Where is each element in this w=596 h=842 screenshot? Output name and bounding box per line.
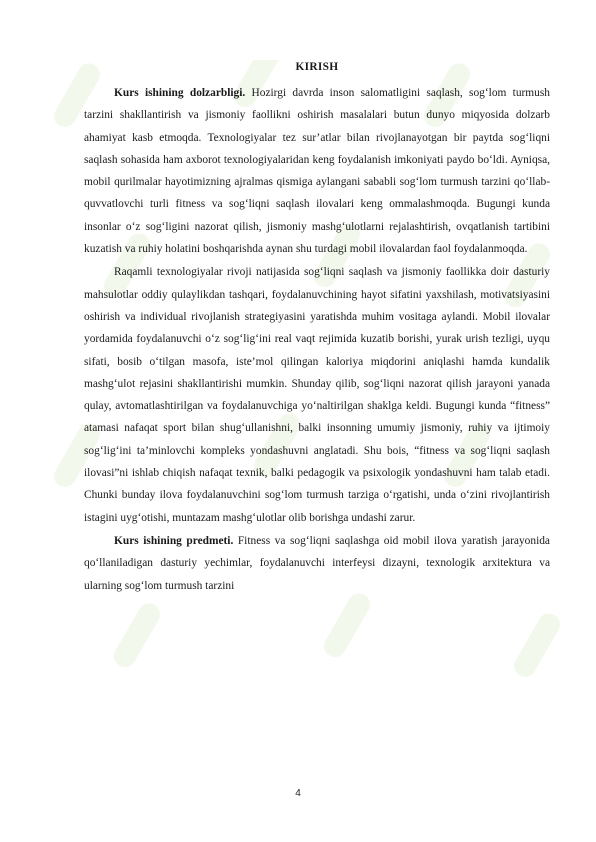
paragraph-relevance <box>84 82 550 260</box>
paragraph-subject <box>84 530 550 597</box>
paragraph-text: Raqamli texnologiyalar rivoji natijasida sog‘liqni saqlash va jismoniy faollikka doir dasturiy mahsulotlar oddiy qulaylikdan tashqari, foydalanuvchining hayot sifatini yaxshilash, motivatsiyasini oshirish va individual rivojlanish strategiyasini yaratishda muhim vositaga aylandi. Mobil ilovalar yordamida foydalanuvchi o‘z sog‘lig‘ini real vaqt rejimida kuzatib borishi, yurak urish tezligi, uyqu sifati, bosib o‘tilgan masofa, iste’mol qilingan kaloriya miqdorini aniqlashi hamda kundalik mashg‘ulot rejasini shakllantirishi mumkin. Shunday qilib, sog‘liqni nazorat qilish jarayoni yanada qulay, avtomatlashtirilgan va foydalanuvchiga yo‘naltirilgan shaklga keldi. Bugungi kunda “fitness” atamasi nafaqat sport bilan shug‘ullanishni, balki insonning umumiy jismoniy, ruhiy va ijtimoiy sog‘lig‘ini ta’minlovchi kompleks yondashuvni anglatadi. Shu bois, “fitness va sog‘liqni saqlash ilovasi”ni ishlab chiqish nafaqat texnik, balki pedagogik va psixologik yondashuvni ham talab etadi. Chunki bunday ilova foydalanuvchini sog‘lom turmush tarziga o‘rgatishi, unda o‘zini rivojlantirish istagini uyg‘otishi, muntazam mashg‘ulotlar olib borishga undashi zarur. <box>84 266 550 524</box>
paragraph-text: Fitness va sog‘liqni saqlashga oid mobil ilova yaratish jarayonida qo‘llaniladigan dasturiy yechimlar, foydalanuvchi interfeysi dizayni, texnologik arxitektura va ularning sog‘lom turmush tarzini <box>84 534 550 592</box>
paragraph-lead: Kurs ishining dolzarbligi. <box>114 87 246 99</box>
page-number: 4 <box>295 788 301 799</box>
section-title: KIRISH <box>295 61 339 73</box>
paragraph-lead: Kurs ishining predmeti. <box>114 534 234 547</box>
document-body <box>84 56 550 598</box>
paragraph-digital-technologies <box>84 261 550 529</box>
paragraph-text: Hozirgi davrda inson salomatligini saqlash, sog‘lom turmush tarzini shakllantirish va jismoniy faollikni oshirish masalalari butun dunyo miqyosida dolzarb ahamiyat kasb etmoqda. Texnologiyalar tez sur’atlar bilan rivojlanayotgan bir paytda sog‘liqni saqlash sohasida ham axborot texnologiyalaridan keng foydalanish imkoniyati paydo bo‘ldi. Ayniqsa, mobil qurilmalar hayotimizning ajralmas qismiga aylangani sababli sog‘lom turmush tarzini qo‘llab-quvvatlovchi turli fitness va sog‘liqni saqlash ilovalari keng ommalashmoqda. Bugungi kunda insonlar o‘z sog‘ligini nazorat qilish, jismoniy mashg‘ulotlarni rejalashtirish, ovqatlanish tartibini kuzatish va ruhiy holatini boshqarishda aynan shu turdagi mobil ilovalardan faol foydalanmoqda. <box>84 87 550 256</box>
